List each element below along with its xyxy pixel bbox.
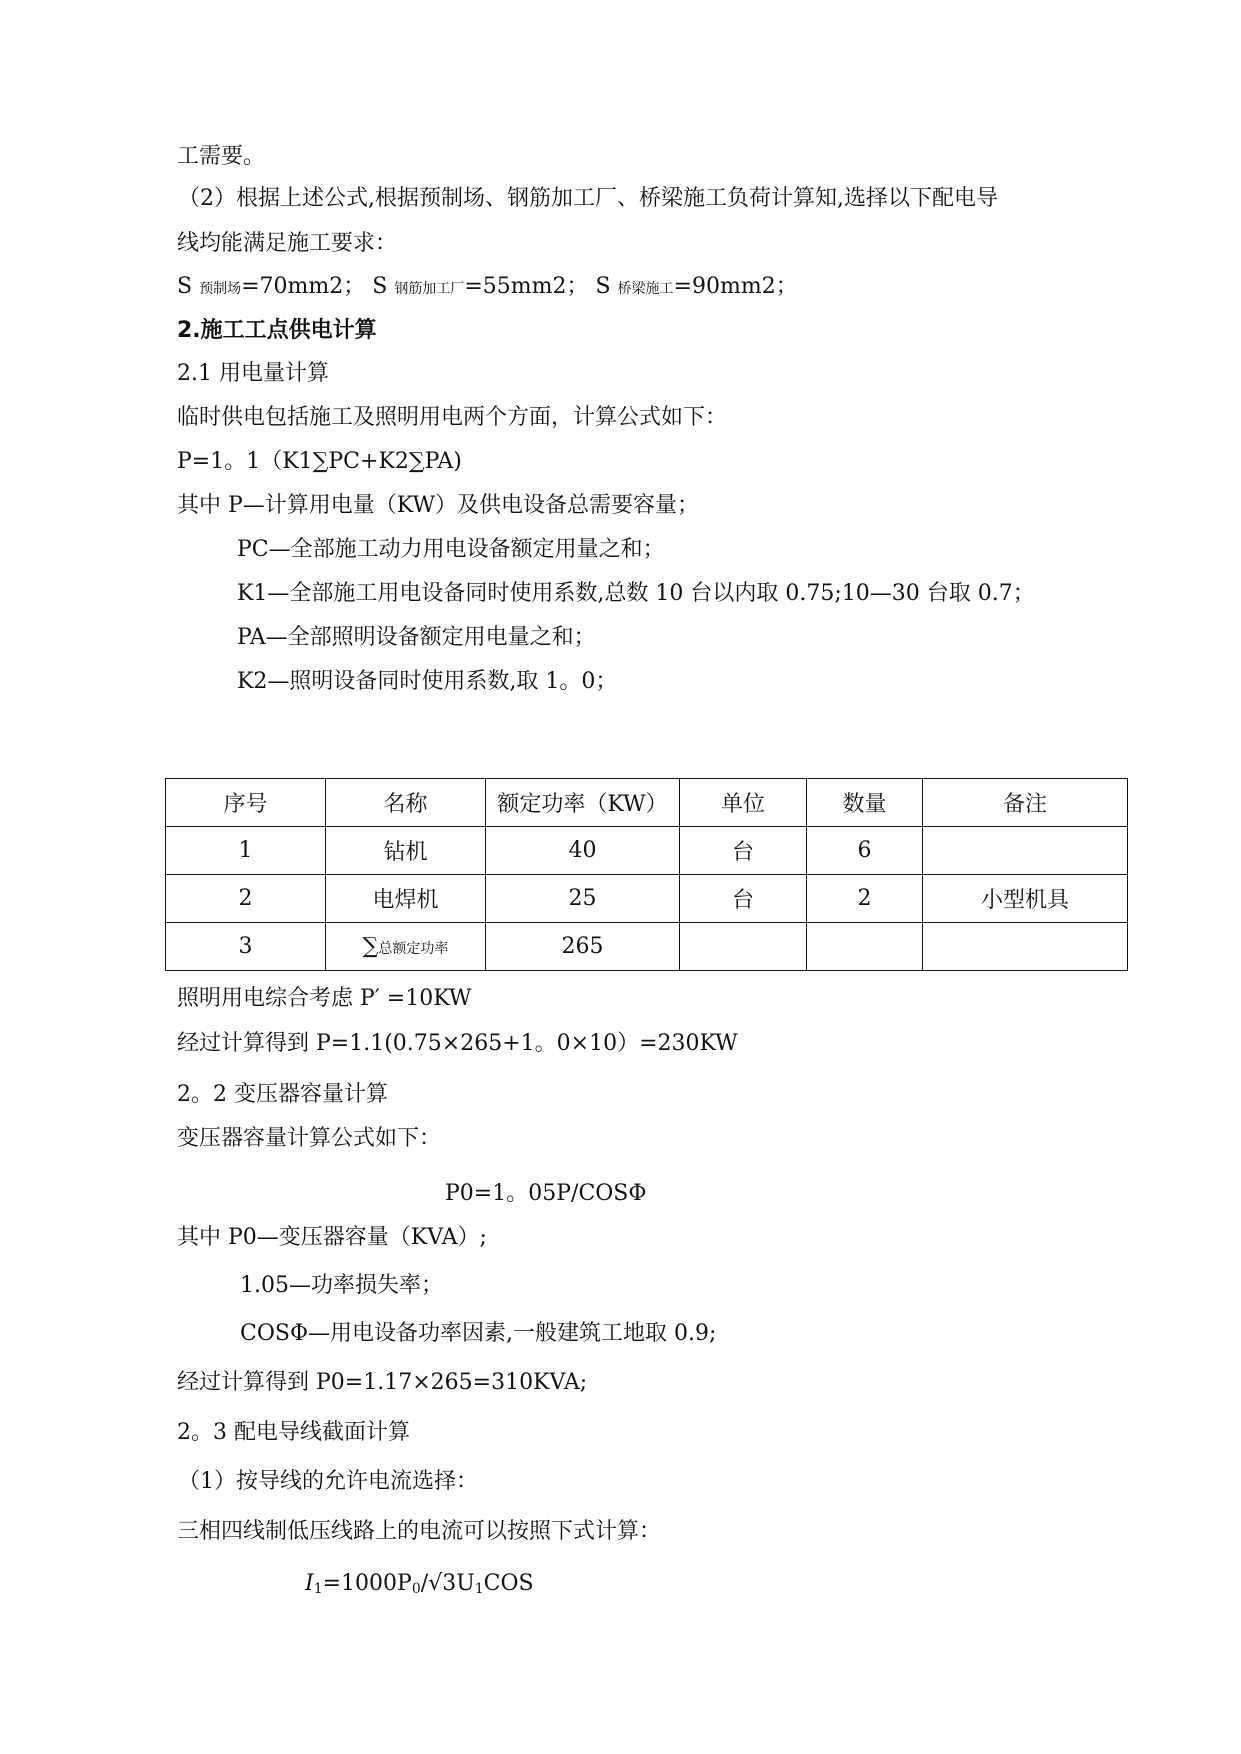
text-line: 线均能满足施工要求： — [177, 231, 398, 256]
subsection-heading: 2。3 配电导线截面计算 — [177, 1420, 410, 1445]
definition-line: 1.05—功率损失率； — [240, 1273, 443, 1298]
table-header: 单位 — [680, 779, 807, 827]
text-line: （2）根据上述公式,根据预制场、钢筋加工厂、桥梁施工负荷计算知,选择以下配电导 — [178, 186, 998, 211]
table-row — [166, 875, 1128, 923]
table-cell: 6 — [807, 827, 923, 875]
text-line: （1）按导线的允许电流选择： — [178, 1469, 478, 1494]
table-cell: 265 — [486, 923, 680, 971]
subsection-heading: 2.1 用电量计算 — [177, 361, 329, 386]
table-cell — [326, 923, 486, 971]
table-cell: 40 — [486, 827, 680, 875]
definition-line: K1—全部施工用电设备同时使用系数,总数 10 台以内取 0.75;10—30 台取 0.7； — [237, 581, 1035, 606]
text-line: 变压器容量计算公式如下： — [177, 1126, 442, 1151]
table-cell: 钻机 — [326, 827, 486, 875]
table-header: 数量 — [807, 779, 923, 827]
table-cell: 小型机具 — [923, 875, 1128, 923]
equipment-table — [165, 778, 1128, 971]
table-row — [166, 827, 1128, 875]
table-cell: 台 — [680, 827, 807, 875]
table-cell: 台 — [680, 875, 807, 923]
text-line: 其中 P0—变压器容量（KVA）; — [177, 1225, 487, 1250]
table-header: 序号 — [166, 779, 326, 827]
table-cell — [807, 923, 923, 971]
table-header: 备注 — [923, 779, 1128, 827]
table-cell: 2 — [807, 875, 923, 923]
table-cell — [680, 923, 807, 971]
table-cell — [923, 923, 1128, 971]
text-line: 三相四线制低压线路上的电流可以按照下式计算： — [177, 1519, 662, 1544]
table-cell: 电焊机 — [326, 875, 486, 923]
table-cell: 1 — [166, 827, 326, 875]
definition-line: K2—照明设备同时使用系数,取 1。0； — [237, 669, 618, 694]
table-cell: 3 — [166, 923, 326, 971]
text-line: 其中 P—计算用电量（KW）及供电设备总需要容量； — [177, 493, 700, 518]
text-line: 经过计算得到 P0=1.17×265=310KVA; — [177, 1370, 588, 1395]
cross-section-results: S 预制场=70mm2； S 钢筋加工厂=55mm2； S 桥梁施工=90mm2； — [177, 274, 798, 299]
table-header-row — [166, 779, 1128, 827]
table-header: 额定功率（KW） — [486, 779, 680, 827]
table-cell — [923, 827, 1128, 875]
sigma-symbol: ∑ — [362, 934, 379, 959]
table-header: 名称 — [326, 779, 486, 827]
table-cell: 2 — [166, 875, 326, 923]
text-line: 工需要。 — [177, 144, 266, 169]
formula: P=1。1（K1∑PC+K2∑PA) — [177, 449, 462, 474]
section-heading: 2.施工工点供电计算 — [177, 318, 377, 343]
text-line: 临时供电包括施工及照明用电两个方面，计算公式如下： — [177, 405, 728, 430]
table-cell: 25 — [486, 875, 680, 923]
definition-line: COSΦ—用电设备功率因素,一般建筑工地取 0.9; — [240, 1321, 717, 1346]
sum-label: 总额定功率 — [378, 941, 449, 957]
current-formula: $I_1=1000P_0/√3U_1COS$ — [305, 1571, 534, 1597]
definition-line: PA—全部照明设备额定用电量之和； — [237, 625, 596, 650]
definition-line: PC—全部施工动力用电设备额定用量之和； — [237, 537, 665, 562]
text-line: 经过计算得到 P=1.1(0.75×265+1。0×10）=230KW — [177, 1031, 738, 1056]
table-sum-row — [166, 923, 1128, 971]
text-line: 照明用电综合考虑 P′ =10KW — [177, 986, 472, 1011]
subsection-heading: 2。2 变压器容量计算 — [177, 1082, 388, 1107]
formula: P0=1。05P/COSΦ — [445, 1181, 647, 1206]
